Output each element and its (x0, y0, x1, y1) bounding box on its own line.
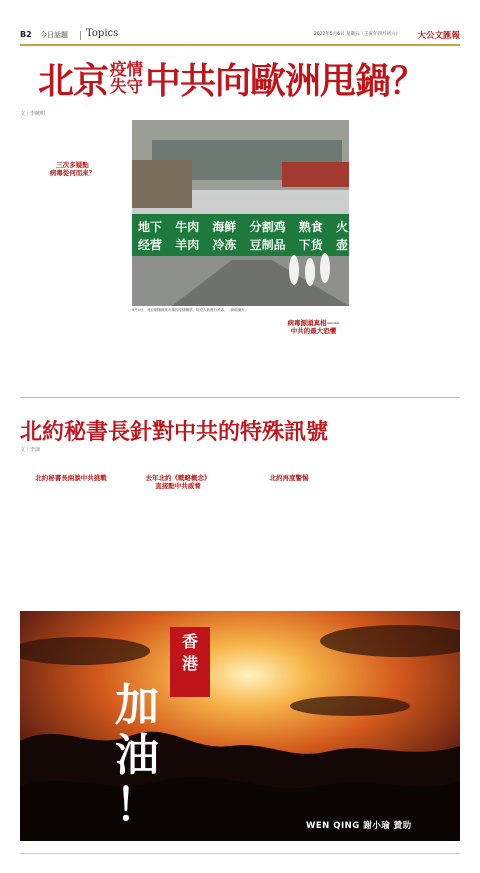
sign-text: 下货 (298, 238, 323, 252)
subhead-a: 三次多疑點 病毒從何而來？ (49, 160, 96, 177)
sign-text: 壶 (335, 238, 348, 252)
article2-column4 (350, 420, 460, 606)
section-divider (20, 397, 460, 398)
calligraphy-jiayou: 加 油 ！ (115, 680, 159, 831)
header-divider (80, 31, 81, 40)
news-photo (132, 120, 349, 306)
second-headline: 北約秘書長針對中共的特殊訊號 (20, 420, 329, 445)
headline-part1: 北京 (38, 60, 109, 102)
sign-text: 豆制品 (249, 238, 286, 252)
market-scene-illustration (132, 120, 349, 306)
section-name: 今日話題 (40, 31, 68, 39)
sign-row-1 (138, 218, 348, 235)
sign-text: 冷冻 (212, 238, 237, 252)
sign-text: 羊肉 (175, 238, 200, 252)
sign-text: 经营 (138, 238, 163, 252)
photo-caption: 5月1日，北京朝陽區某市場因疫情關閉，防疫人員進行消毒。（網絡圖片） (132, 308, 249, 312)
section-topics: Topics (86, 28, 119, 39)
sign-text: 海鲜 (212, 220, 237, 234)
sign-row-2 (138, 236, 348, 253)
issue-date: 2022年5月6日 星期五（壬寅年四月初六） (313, 32, 400, 37)
page-header (20, 30, 460, 44)
page-number: B2 (20, 30, 32, 39)
subhead-h: 北約再度警惕 (269, 474, 309, 483)
headline-stack-bottom: 失守 (110, 77, 144, 96)
subhead-f: 去年北約《戰略概念》 直接點中共威脅 (145, 474, 211, 491)
sign-text: 地下 (138, 220, 163, 234)
headline-stack-top: 疫情 (110, 60, 144, 79)
header-rule (20, 44, 460, 46)
sign-text: 熟食 (298, 220, 323, 234)
headline-stack (110, 61, 143, 95)
article2-column2 (127, 456, 229, 606)
subhead-e: 北約秘書長兩談中共挑戰 (35, 474, 107, 483)
article1-column1 (20, 120, 125, 395)
article1-column4 (278, 316, 349, 396)
byline-2: 文｜李濤 (20, 447, 41, 453)
sunset-clouds-illustration (20, 611, 460, 841)
sign-text: 牛肉 (175, 220, 200, 234)
article2-column1 (20, 456, 122, 606)
footer-rule (20, 853, 460, 854)
main-headline (38, 48, 425, 108)
article1-column3 (205, 316, 275, 396)
article1-column-right (356, 120, 460, 395)
article1-column2 (132, 316, 202, 396)
calligraphy-hongkong: 香 港 (181, 632, 198, 673)
newspaper-logo: 大公文匯報 (417, 31, 460, 41)
hong-kong-banner (20, 611, 460, 841)
sponsor-signature: WEN QING 謝小瑜 贊助 (306, 821, 412, 831)
sign-text: 分割鸡 (249, 220, 286, 234)
sign-text: 火 (335, 220, 348, 234)
article2-column3 (234, 456, 344, 606)
subhead-c: 病毒源頭真相—— 中共的最大恐懼 (287, 319, 340, 335)
headline-part2: 中共向歐洲甩鍋？ (145, 60, 426, 102)
byline: 文｜李曉明 (20, 111, 46, 117)
